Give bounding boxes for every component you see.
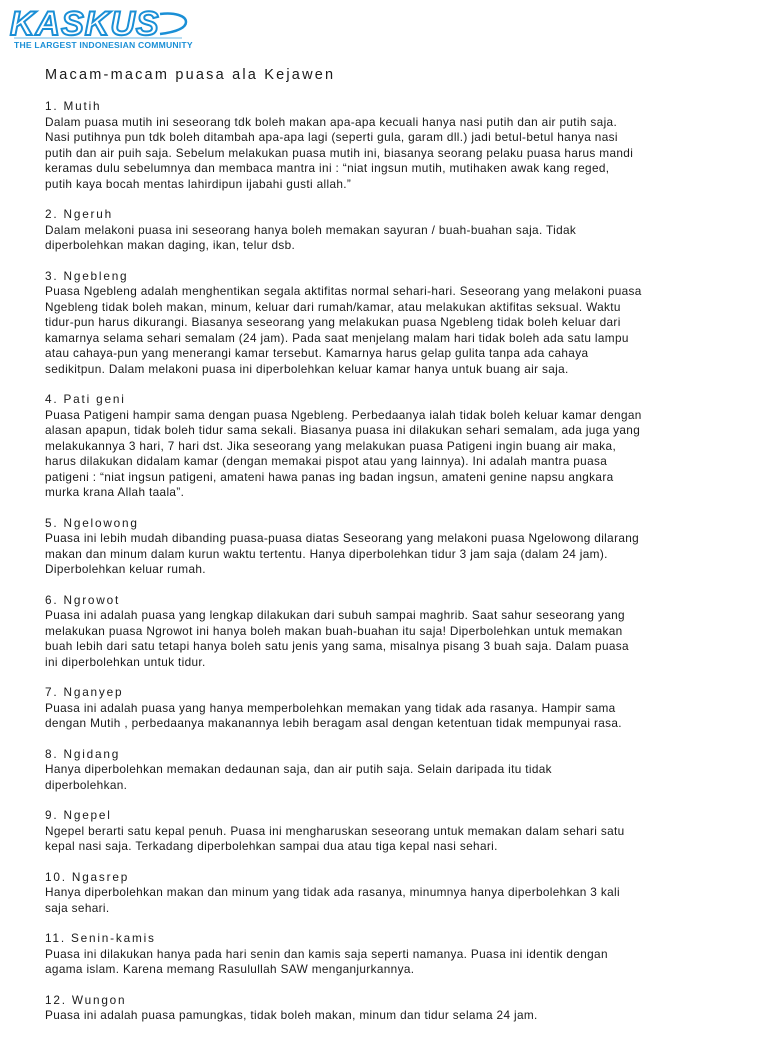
section-text-line: keramas dulu sebelumnya dan membaca mantra ini : “niat ingsun mutih, mutihaken awak kang reged, (45, 161, 610, 175)
section-heading: 3. Ngebleng (45, 268, 129, 283)
sections-container (45, 99, 735, 1024)
section-text-line: Puasa ini adalah puasa yang hanya memperbolehkan memakan yang tidak ada rasanya. Hampir sama (45, 700, 616, 715)
section-text-line: Dalam melakoni puasa ini seseorang hanya boleh memakan sayuran / buah-buahan saja. Tidak (45, 222, 577, 237)
section-heading: 1. Mutih (45, 99, 102, 113)
section (45, 931, 735, 978)
section-text-line: atau cahaya-pun yang menerangi kamar tersebut. Kamarnya harus gelap gulita tanpa ada cahaya (45, 346, 589, 360)
section-text-line: makan dan minum dalam kurun waktu tertentu. Hanya diperbolehkan tidur 3 jam saja (dalam 24 jam). (45, 546, 608, 561)
section-text-line: kepal nasi saja. Terkadang diperbolehkan sampai dua atau tiga kepal nasi sehari. (45, 839, 498, 853)
section-text-line: Dalam puasa mutih ini seseorang tdk boleh makan apa-apa kecuali hanya nasi putih dan air putih saja. (45, 114, 618, 129)
section-heading: 2. Ngeruh (45, 207, 114, 221)
section-text-line: putih dan air puih saja. Sebelum melakukan puasa mutih ini, biasanya seorang pelaku puasa harus mandi (45, 145, 634, 160)
document-title: Macam-macam puasa ala Kejawen (45, 67, 336, 83)
section-heading: 6. Ngrowot (45, 592, 121, 607)
section (45, 685, 735, 732)
section-heading: 11. Senin-kamis (45, 931, 156, 945)
section-text-line: Puasa ini dilakukan hanya pada hari senin dan kamis saja seperti namanya. Puasa ini identik dengan (45, 946, 608, 961)
section-heading: 12. Wungon (45, 992, 127, 1007)
section-heading: 8. Ngidang (45, 746, 121, 761)
logo-tagline: THE LARGEST INDONESIAN COMMUNITY (14, 40, 193, 50)
section-text-line: Ngebleng tidak boleh makan, minum, keluar dari rumah/kamar, atau melakukan aktifitas seksual. Waktu (45, 299, 621, 314)
section-text-line: Puasa ini adalah puasa yang lengkap dilakukan dari subuh sampai maghrib. Saat sahur seseorang yang (45, 608, 625, 622)
section-text-line: diperbolehkan makan daging, ikan, telur dsb. (45, 238, 296, 252)
section-text-line: sedikitpun. Dalam melakoni puasa ini diperbolehkan keluar kamar hanya untuk buang air saja. (45, 361, 569, 376)
section-text-line: Puasa Ngebleng adalah menghentikan segala aktifitas normal sehari-hari. Seseorang yang melakoni puasa (45, 284, 642, 298)
section (45, 808, 735, 855)
section (45, 269, 735, 378)
logo-wordmark: KASKUS (10, 5, 160, 43)
section (45, 747, 735, 794)
section-text-line: dengan Mutih , perbedaanya makanannya lebih beragam asal dengan ketentuan tidak mempunyai rasa. (45, 716, 622, 730)
section-text-line: melakukannya 3 hari, 7 hari dst. Jika seseorang yang melakukan puasa Patigeni ingin buang air maka, (45, 438, 617, 453)
section-text-line: tidur-pun harus dikurangi. Biasanya seseorang yang melakukan puasa Ngebleng tidak boleh keluar dari (45, 315, 621, 329)
section-text-line: putih kaya bocah mentas lahirdipun ijabahi gusti allah.” (45, 176, 352, 191)
section-text-line: patigeni : “niat ingsun patigeni, amateni hawa panas ing badan ingsun, amateni genine napsu angkara (45, 469, 614, 484)
section (45, 99, 735, 192)
section (45, 516, 735, 578)
section-heading: 9. Ngepel (45, 808, 112, 822)
section (45, 593, 735, 671)
section-heading: 5. Ngelowong (45, 515, 139, 530)
section-text-line: Ngepel berarti satu kepal penuh. Puasa ini mengharuskan seseorang untuk memakan dalam sehari satu (45, 823, 625, 838)
section (45, 207, 735, 254)
section-text-line: Puasa ini lebih mudah dibanding puasa-puasa diatas Seseorang yang melakoni puasa Ngelowong dilarang (45, 531, 640, 545)
section-text-line: Hanya diperbolehkan makan dan minum yang tidak ada rasanya, minumnya hanya diperbolehkan 3 kali (45, 885, 620, 899)
section-text-line: agama islam. Karena memang Rasulullah SAW menganjurkannya. (45, 962, 415, 976)
section-text-line: alasan apapun, tidak boleh tidur sama sekali. Biasanya puasa ini dilakukan sehari semalam, ada juga yang (45, 423, 641, 437)
section-text-line: kamarnya selama sehari semalam (24 jam). Pada saat menjelang malam hari tidak boleh ada satu lampu (45, 330, 629, 345)
section-text-line: Puasa Patigeni hampir sama dengan puasa Ngebleng. Perbedaanya ialah tidak boleh keluar kamar dengan (45, 407, 642, 422)
section (45, 870, 735, 917)
section-text-line: ini diperbolehkan untuk tidur. (45, 654, 206, 669)
section-text-line: Nasi putihnya pun tdk boleh ditambah apa-apa lagi (seperti gula, garam dll.) jadi betul-betul hanya nasi (45, 130, 618, 144)
kaskus-logo[interactable] (10, 5, 193, 52)
section (45, 993, 735, 1024)
document-body (45, 66, 735, 1039)
section-text-line: diperbolehkan. (45, 777, 128, 792)
section-text-line: melakukan puasa Ngrowot ini hanya boleh makan buah-buahan itu saja! Diperbolehkan untuk memakan (45, 623, 623, 638)
section (45, 392, 735, 501)
section-text-line: buah lebih dari satu tetapi hanya boleh satu jenis yang sama, misalnya pisang 3 buah saja. Dalam puasa (45, 639, 629, 653)
section-text-line: Puasa ini adalah puasa pamungkas, tidak boleh makan, minum dan tidur selama 24 jam. (45, 1008, 538, 1022)
section-text-line: harus dilakukan didalam kamar (dengan memakai pispot atau yang lainnya). Ini adalah mantra puasa (45, 454, 608, 468)
section-heading: 10. Ngasrep (45, 869, 130, 884)
section-heading: 4. Pati geni (45, 392, 126, 406)
section-text-line: Hanya diperbolehkan memakan dedaunan saja, dan air putih saja. Selain daripada itu tidak (45, 762, 552, 776)
section-heading: 7. Nganyep (45, 685, 124, 699)
section-text-line: saja sehari. (45, 900, 110, 915)
section-text-line: murka krana Allah taala”. (45, 485, 185, 499)
section-text-line: Diperbolehkan keluar rumah. (45, 562, 206, 576)
